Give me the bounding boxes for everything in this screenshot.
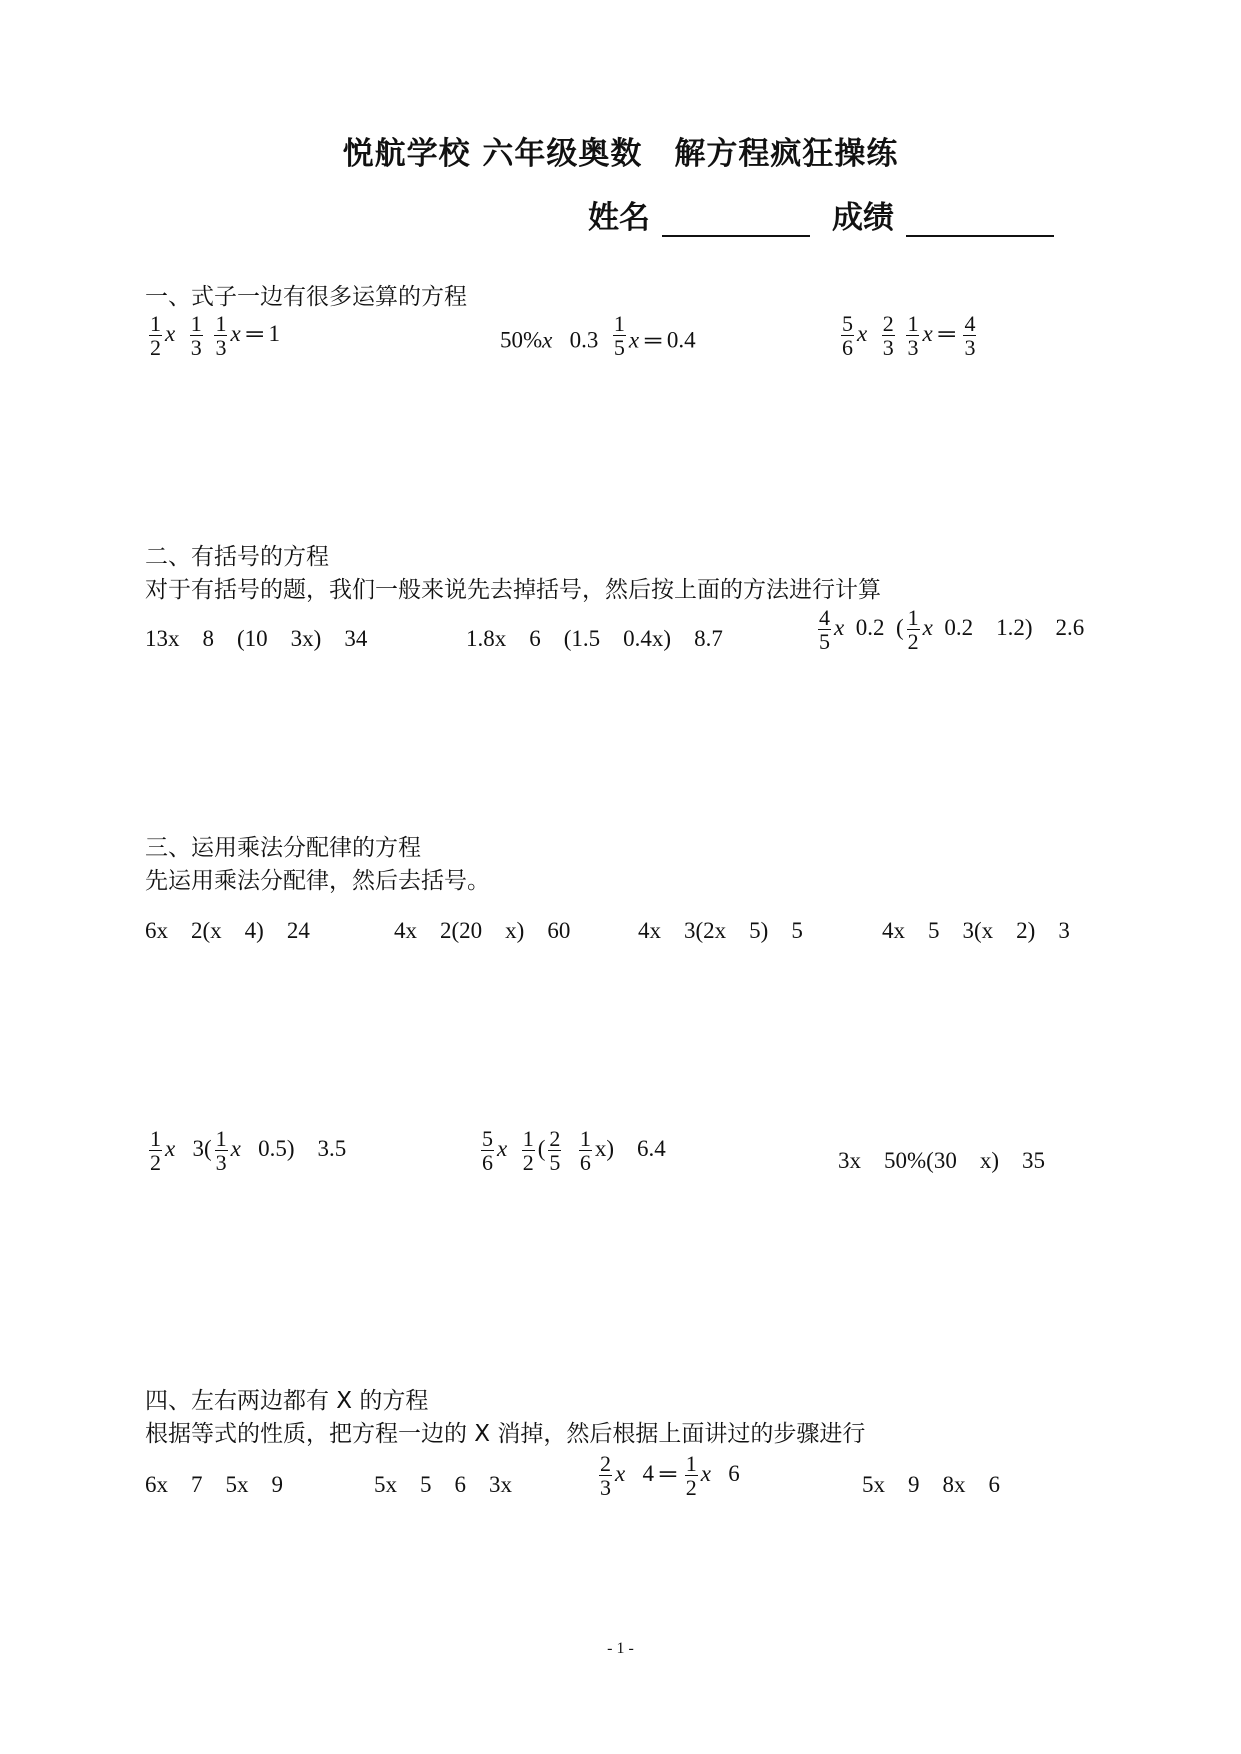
section-2-note: 对于有括号的题，我们一般来说先去掉括号，然后按上面的方法进行计算 — [145, 577, 881, 603]
equation-1-3: $\frac{5}{6}$ x $\frac{2}{3}$ $\frac{1}{3}$ x ═ $\frac{4}{3}$ — [842, 311, 976, 361]
equation-4-3: $\frac{2}{3}$ x 4 ═ $\frac{1}{2}$ x 6 — [600, 1451, 740, 1501]
equation-3-5: $\frac{1}{2}$ x 3( $\frac{1}{3}$ x 0.5) 3.5 — [150, 1126, 347, 1176]
equation-2-3: $\frac{4}{5}$ x 0.2 ( $\frac{1}{2}$ x 0.2 1.2) 2.6 — [819, 605, 1085, 655]
equation-3-3: 4x 3(2x 5) 5 — [638, 918, 803, 943]
student-fields — [588, 192, 1076, 237]
equation-3-5-tail: 0.5) 3.5 — [258, 1135, 347, 1161]
equation-3-7: 3x 50%(30 x) 35 — [838, 1148, 1045, 1173]
section-3-note: 先运用乘法分配律，然后去括号。 — [145, 868, 490, 894]
equation-4-3-tail: 6 — [728, 1460, 740, 1486]
equation-3-2: 4x 2(20 x) 60 — [394, 918, 571, 943]
section-3-heading: 三、运用乘法分配律的方程 — [145, 835, 421, 861]
equation-4-1: 6x 7 5x 9 — [145, 1472, 283, 1497]
score-label: 成绩 — [832, 200, 894, 236]
equation-3-6-tail: x) 6.4 — [594, 1135, 666, 1161]
equation-2-1: 13x 8 (10 3x) 34 — [145, 626, 368, 651]
equation-1-2: 50%x 0.3 $\frac{1}{5}$ x ═ 0.4 — [500, 311, 696, 361]
section-4-note: 根据等式的性质，把方程一边的 X 消掉，然后根据上面讲过的步骤进行 — [145, 1421, 866, 1447]
score-blank[interactable] — [906, 201, 1054, 237]
equation-2-3-tail: 0.2 1.2) 2.6 — [944, 614, 1085, 640]
equation-4-4: 5x 9 8x 6 — [862, 1472, 1000, 1497]
equation-3-4: 4x 5 3(x 2) 3 — [882, 918, 1070, 943]
section-1-heading: 一、式子一边有很多运算的方程 — [145, 284, 467, 310]
equation-3-6: $\frac{5}{6}$ x $\frac{1}{2}$ ( $\frac{2}{5}$ $\frac{1}{6}$ x) 6.4 — [482, 1126, 666, 1176]
name-blank[interactable] — [662, 201, 810, 237]
section-4-heading: 四、左右两边都有 X 的方程 — [145, 1388, 429, 1414]
equation-3-1: 6x 2(x 4) 24 — [145, 918, 310, 943]
equation-2-2: 1.8x 6 (1.5 0.4x) 8.7 — [466, 626, 723, 651]
page-number: - 1 - — [607, 1640, 634, 1657]
page-title: 悦航学校 六年级奥数 解方程疯狂操练 — [342, 136, 899, 172]
section-2-heading: 二、有括号的方程 — [145, 544, 329, 570]
equation-4-2: 5x 5 6 3x — [374, 1472, 512, 1497]
name-label: 姓名 — [588, 200, 650, 236]
equation-1-1: $\frac{1}{2}$ x $\frac{1}{3}$ $\frac{1}{3}$ x ═ 1 — [150, 311, 280, 361]
